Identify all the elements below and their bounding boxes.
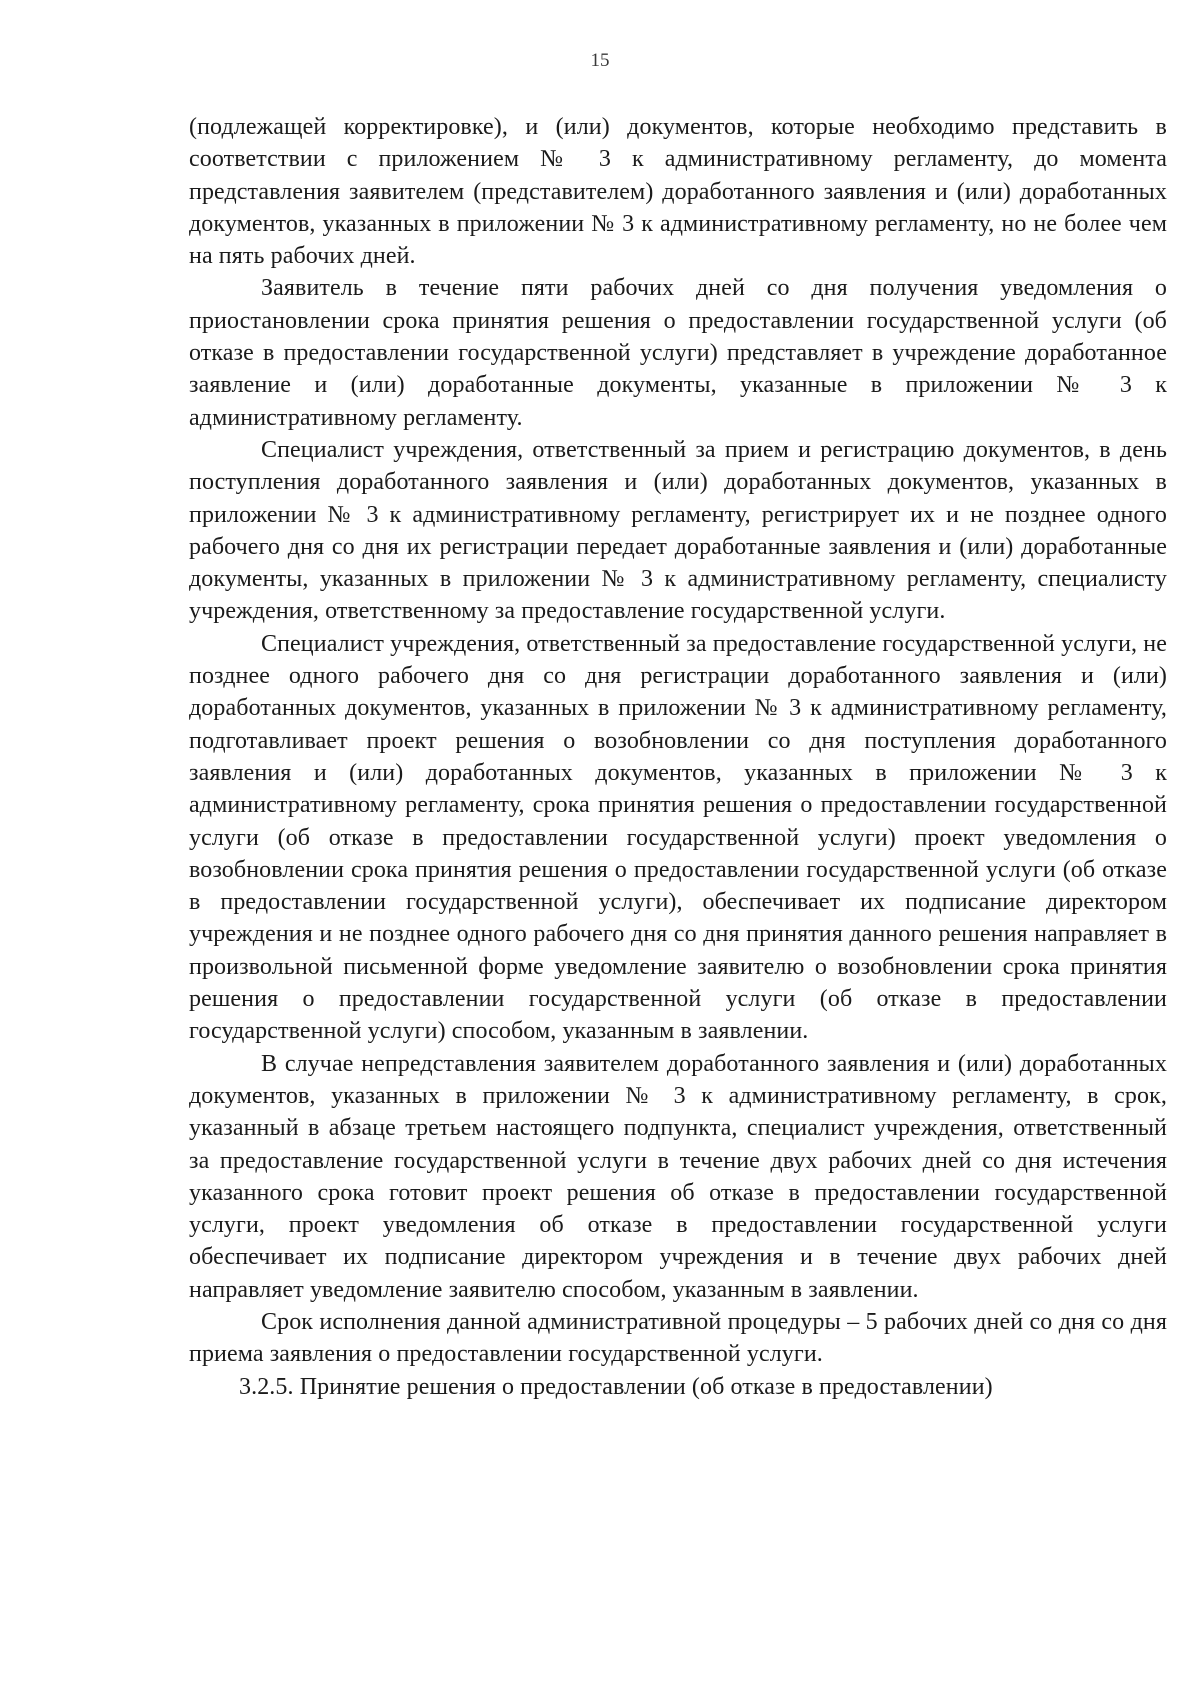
paragraph-continuation: (подлежащей корректировке), и (или) документов, которые необходимо представить в соответствии с приложением № 3 к административному регламенту, до момента представления заявителем (представителем) доработанного заявления и (или) доработанных документов, указанных в приложении № 3 к административному регламенту, но не более чем на пять рабочих дней.: [189, 114, 1167, 270]
document-body: [189, 111, 1167, 1403]
paragraph-non-submission: В случае непредставления заявителем доработанного заявления и (или) доработанных документов, указанных в приложении № 3 к административному регламенту, в срок, указанный в абзаце третьем настоящего подпункта, специалист учреждения, ответственный за предоставление государственной услуги в течение двух рабочих дней со дня истечения указанного срока готовит проект решения об отказе в предоставлении государственной услуги, проект уведомления об отказе в предоставлении государственной услуги обеспечивает их подписание директором учреждения и в течение двух рабочих дней направляет уведомление заявителю способом, указанным в заявлении.: [189, 1050, 1167, 1303]
section-heading-3-2-5: 3.2.5. Принятие решения о предоставлении (об отказе в предоставлении): [239, 1373, 993, 1400]
paragraph-service-specialist: Специалист учреждения, ответственный за предоставление государственной услуги, не позднее одного рабочего дня со дня регистрации доработанного заявления и (или) доработанных документов, указанных в приложении № 3 к административному регламенту, подготавливает проект решения о возобновлении со дня поступления доработанного заявления и (или) доработанных документов, указанных в приложении № 3 к административному регламенту, срока принятия решения о предоставлении государственной услуги (об отказе в предоставлении государственной услуги) проект уведомления о возобновлении срока принятия решения о предоставлении государственной услуги (об отказе в предоставлении государственной услуги), обеспечивает их подписание директором учреждения и не позднее одного рабочего дня со дня принятия данного решения направляет в произвольной письменной форме уведомление заявителю о возобновлении срока принятия решения о предоставлении государственной услуги (об отказе в предоставлении государственной услуги) способом, указанным в заявлении.: [189, 630, 1167, 1045]
page-number: 15: [590, 50, 610, 71]
paragraph-registration-specialist: Специалист учреждения, ответственный за прием и регистрацию документов, в день поступления доработанного заявления и (или) доработанных документов, указанных в приложении № 3 к административному регламенту, регистрирует их и не позднее одного рабочего дня со дня их регистрации передает доработанные заявления и (или) доработанные документы, указанных в приложении № 3 к административному регламенту, специалисту учреждения, ответственному за предоставление государственной услуги.: [189, 436, 1167, 625]
paragraph-applicant-deadline: Заявитель в течение пяти рабочих дней со дня получения уведомления о приостановлении срока принятия решения о предоставлении государственной услуги (об отказе в предоставлении государственной услуги) представляет в учреждение доработанное заявление и (или) доработанные документы, указанные в приложении № 3 к административному регламенту.: [189, 275, 1167, 431]
paragraph-procedure-term: Срок исполнения данной административной процедуры – 5 рабочих дней со дня со дня приема заявления о предоставлении государственной услуги.: [189, 1308, 1167, 1368]
